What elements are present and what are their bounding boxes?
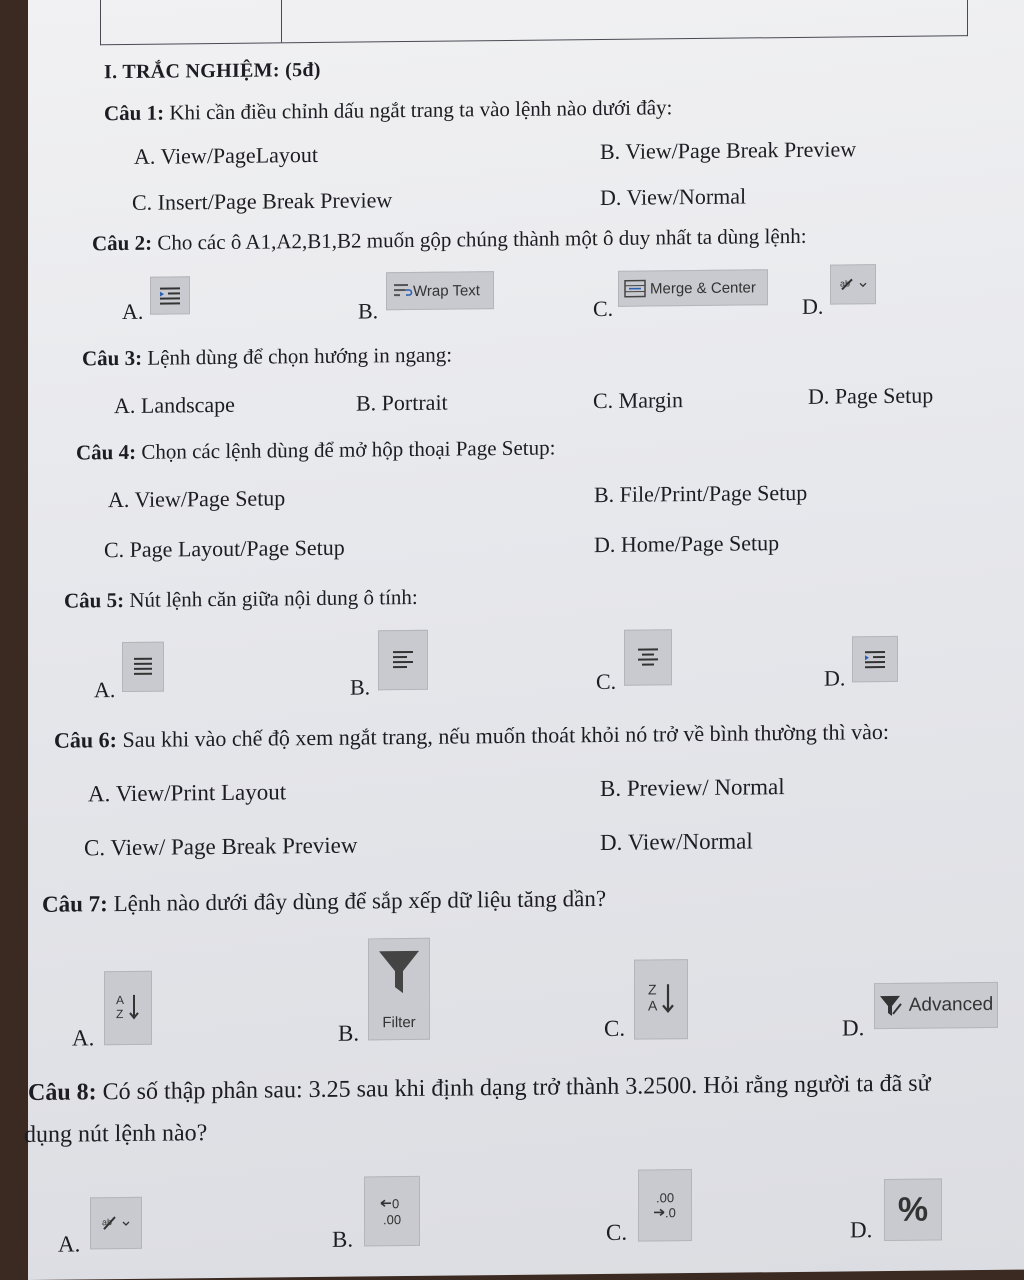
percent-style-icon[interactable]: % xyxy=(884,1178,942,1241)
q3-option-c[interactable]: C. Margin xyxy=(593,387,684,414)
question-2: Câu 2: Cho các ô A1,A2,B1,B2 muốn gộp chúng thành một ô duy nhất ta dùng lệnh: xyxy=(92,223,807,256)
q6-option-c[interactable]: C. View/ Page Break Preview xyxy=(84,832,358,861)
align-left-icon[interactable] xyxy=(378,630,428,691)
q5-option-a[interactable]: A. xyxy=(94,677,116,703)
q1-option-a[interactable]: A. View/PageLayout xyxy=(134,141,319,169)
increase-indent-icon[interactable] xyxy=(852,636,898,682)
filter-button[interactable] xyxy=(368,938,430,1041)
svg-text:.00: .00 xyxy=(383,1212,402,1228)
question-7: Câu 7: Lệnh nào dưới đây dùng để sắp xếp dữ liệu tăng dần? xyxy=(42,885,607,917)
merge-center-button[interactable] xyxy=(618,269,768,307)
decrease-decimal-icon[interactable] xyxy=(638,1169,692,1242)
filter-label: Filter xyxy=(382,1013,416,1032)
wrap-text-button[interactable] xyxy=(386,271,494,310)
q7-option-b[interactable]: B. xyxy=(338,1020,360,1046)
question-3: Câu 3: Lệnh dùng để chọn hướng in ngang: xyxy=(82,342,453,371)
q7-option-d[interactable]: D. xyxy=(842,1015,865,1041)
svg-text:A: A xyxy=(648,997,658,1014)
wrap-text-label: Wrap Text xyxy=(413,281,480,300)
orientation-icon[interactable] xyxy=(830,264,876,304)
advanced-label: Advanced xyxy=(908,993,994,1016)
svg-text:ab: ab xyxy=(102,1217,113,1228)
question-5: Câu 5: Nút lệnh căn giữa nội dung ô tính: xyxy=(64,584,418,613)
q5-option-b[interactable]: B. xyxy=(350,674,371,700)
merge-center-label: Merge & Center xyxy=(650,278,756,297)
orientation-icon[interactable] xyxy=(90,1197,142,1250)
q3-option-a[interactable]: A. Landscape xyxy=(114,391,235,419)
q1-option-b[interactable]: B. View/Page Break Preview xyxy=(600,136,857,165)
increase-indent-icon[interactable] xyxy=(150,276,190,314)
q5-option-c[interactable]: C. xyxy=(596,668,617,695)
section-title: I. TRẮC NGHIỆM: (5đ) xyxy=(104,58,321,84)
sort-z-to-a-icon[interactable] xyxy=(634,959,688,1040)
svg-text:0: 0 xyxy=(392,1196,400,1212)
header-table xyxy=(100,0,968,45)
q6-option-b[interactable]: B. Preview/ Normal xyxy=(600,774,785,802)
q1-option-d[interactable]: D. View/Normal xyxy=(600,183,747,211)
advanced-filter-button[interactable] xyxy=(874,982,998,1029)
q2-option-b[interactable]: B. xyxy=(358,298,379,324)
q4-option-b[interactable]: B. File/Print/Page Setup xyxy=(594,479,808,508)
exam-paper xyxy=(24,0,1024,1280)
question-8-line2: dụng nút lệnh nào? xyxy=(24,1120,208,1149)
question-8: Câu 8: Có số thập phân sau: 3.25 sau khi định dạng trở thành 3.2500. Hỏi rằng người ta đã sử xyxy=(28,1070,931,1106)
q3-option-b[interactable]: B. Portrait xyxy=(356,389,448,416)
q2-option-a[interactable]: A. xyxy=(122,298,144,325)
svg-text:.00: .00 xyxy=(656,1190,675,1206)
align-center-icon[interactable] xyxy=(624,629,672,686)
q8-option-a[interactable]: A. xyxy=(58,1231,81,1257)
q8-option-c[interactable]: C. xyxy=(606,1219,628,1245)
q5-option-d[interactable]: D. xyxy=(824,665,846,691)
svg-text:ab: ab xyxy=(840,278,851,289)
sort-a-to-z-icon[interactable] xyxy=(104,971,152,1046)
q1-option-c[interactable]: C. Insert/Page Break Preview xyxy=(132,187,393,215)
q6-option-d[interactable]: D. View/Normal xyxy=(600,828,753,856)
svg-text:Z: Z xyxy=(116,1007,124,1022)
q4-option-d[interactable]: D. Home/Page Setup xyxy=(594,530,780,558)
question-4: Câu 4: Chọn các lệnh dùng để mở hộp thoại Page Setup: xyxy=(76,435,556,465)
q6-option-a[interactable]: A. View/Print Layout xyxy=(88,779,287,807)
q8-option-b[interactable]: B. xyxy=(332,1226,354,1252)
svg-text:Z: Z xyxy=(648,981,657,998)
q7-option-c[interactable]: C. xyxy=(604,1015,626,1041)
align-justify-icon[interactable] xyxy=(122,642,164,692)
q3-option-d[interactable]: D. Page Setup xyxy=(808,382,934,409)
q7-option-a[interactable]: A. xyxy=(72,1025,95,1051)
question-1: Câu 1: Khi cần điều chỉnh dấu ngắt trang ta vào lệnh nào dưới đây: xyxy=(104,95,673,126)
question-6: Câu 6: Sau khi vào chế độ xem ngắt trang, nếu muốn thoát khỏi nó trở về bình thường thì vào: xyxy=(54,718,890,753)
increase-decimal-icon[interactable] xyxy=(364,1176,420,1247)
q4-option-a[interactable]: A. View/Page Setup xyxy=(108,485,286,513)
svg-text:A: A xyxy=(116,992,125,1008)
svg-text:.0: .0 xyxy=(665,1205,676,1221)
q4-option-c[interactable]: C. Page Layout/Page Setup xyxy=(104,534,345,563)
q8-option-d[interactable]: D. xyxy=(850,1217,873,1243)
q2-option-d[interactable]: D. xyxy=(802,293,824,319)
q2-option-c[interactable]: C. xyxy=(593,295,614,322)
